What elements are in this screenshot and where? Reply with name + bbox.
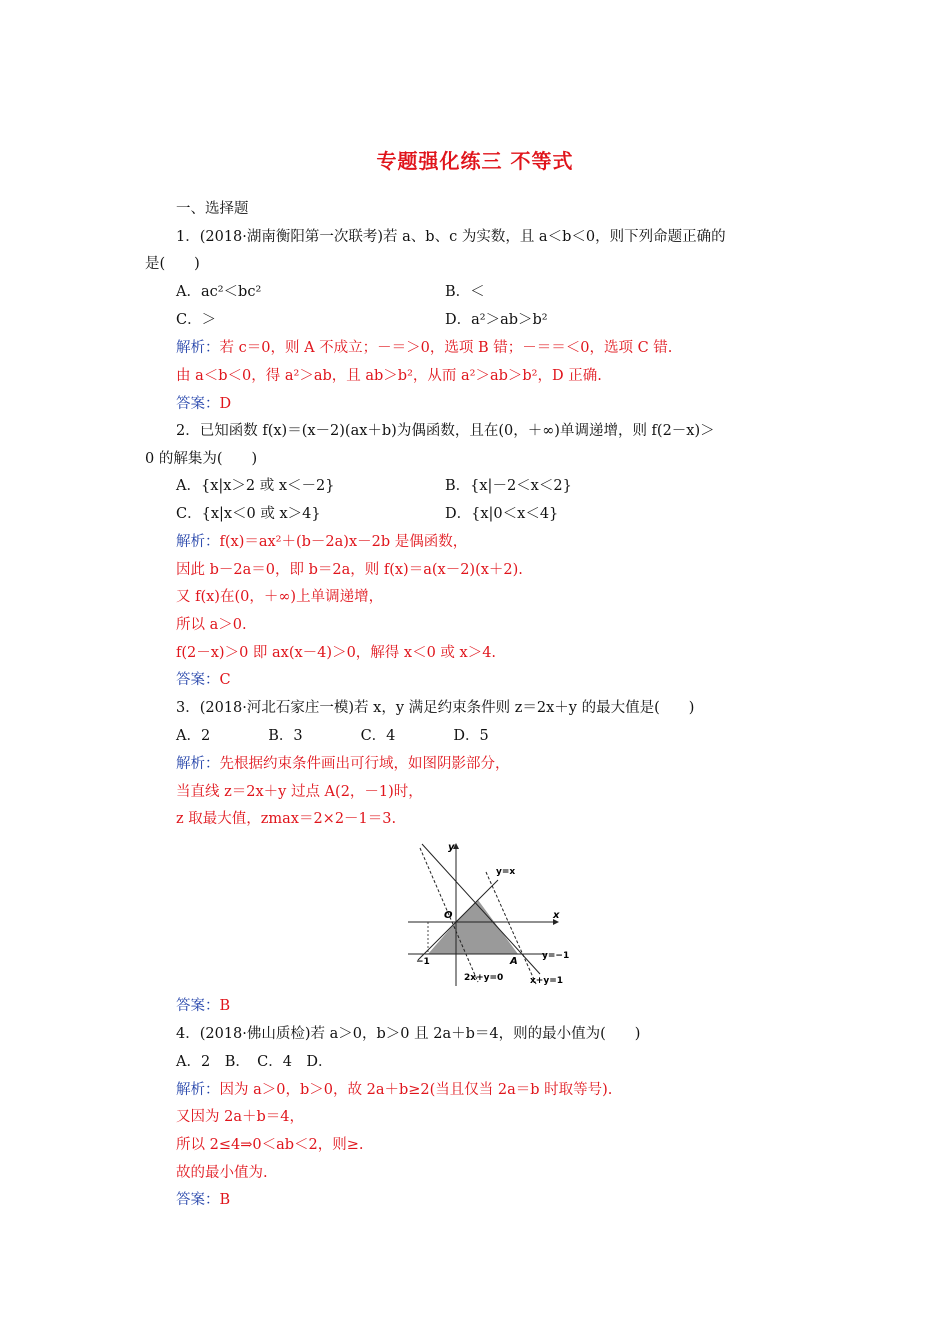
q1-option-a: A．ac²＜bc² (176, 284, 262, 300)
q2-option-b: B．{x|－2＜x＜2} (445, 478, 572, 494)
q3-answer (176, 996, 230, 1016)
origin-label: O (444, 910, 453, 921)
q1-analysis-line1 (176, 338, 672, 358)
q4-analysis-line1 (176, 1080, 612, 1100)
q2-answer-value: C (219, 672, 231, 688)
q1-option-c: C．＞ (176, 312, 217, 328)
q1-stem-line1: 1．(2018·湖南衡阳第一次联考)若 a、b、c 为实数，且 a＜b＜0，则下列命题正确的 (176, 229, 726, 245)
q2-answer (176, 670, 231, 690)
y-axis-label: y (448, 842, 455, 853)
q1-solution-1: 若 c＝0，则 A 不成立；－＝＞0，选项 B 错；－＝＝＜0，选项 C 错. (219, 340, 673, 356)
q1-answer-value: D (219, 396, 232, 412)
q4-answer-value: B (219, 1192, 231, 1208)
q2-solution-1: f(x)＝ax²＋(b－2a)x－2b 是偶函数， (219, 534, 468, 550)
feasible-region-figure (408, 838, 573, 990)
q3-solution-3: z 取最大值，zmax＝2×2－1＝3. (176, 811, 397, 827)
q4-answer (176, 1190, 230, 1210)
q4-solution-3: 所以 2≤4⇒0＜ab＜2，则≥. (176, 1137, 364, 1153)
q2-stem-line2: 0 的解集为( ) (145, 451, 258, 467)
label-point-A: A (510, 956, 518, 967)
q1-solution-2: 由 a＜b＜0，得 a²＞ab，且 ab＞b²，从而 a²＞ab＞b²，D 正确. (176, 368, 602, 384)
label-neg1-tick: −1 (416, 957, 430, 967)
answer-label: 答案： (176, 998, 220, 1014)
q2-stem-line1: 2．已知函数 f(x)＝(x－2)(ax＋b)为偶函数，且在(0，＋∞)单调递增，则 f(2－x)＞ (176, 423, 715, 439)
q4-solution-2: 又因为 2a＋b＝4， (176, 1109, 304, 1125)
answer-label: 答案： (176, 1192, 220, 1208)
q3-solution-2: 当直线 z＝2x＋y 过点 A(2，－1)时， (176, 784, 423, 800)
q4-options: A．2 B． C．4 D． (176, 1054, 333, 1070)
q2-option-c: C．{x|x＜0 或 x＞4} (176, 506, 321, 522)
label-y-eq-neg1: y=−1 (542, 951, 570, 961)
q4-solution-4: 故的最小值为. (176, 1165, 268, 1181)
analysis-label: 解析： (176, 756, 220, 772)
q2-analysis-line1 (176, 532, 467, 552)
answer-label: 答案： (176, 396, 220, 412)
q2-solution-3: 又 f(x)在(0，＋∞)上单调递增， (176, 589, 384, 605)
q2-solution-4: 所以 a＞0. (176, 617, 247, 633)
q1-stem-line2: 是( ) (145, 256, 200, 272)
label-x-plus-y-eq-1: x+y=1 (530, 976, 564, 986)
feasible-region-shading (428, 900, 518, 954)
q2-solution-5: f(2－x)＞0 即 ax(x－4)＞0，解得 x＜0 或 x＞4. (176, 645, 497, 661)
x-axis-label: x (553, 910, 560, 921)
analysis-label: 解析： (176, 534, 220, 550)
label-2x-plus-y-eq-0: 2x+y=0 (464, 973, 504, 983)
q3-stem-line1: 3．(2018·河北石家庄一模)若 x，y 满足约束条件则 z＝2x＋y 的最大值是( ) (176, 700, 695, 716)
q3-analysis-line1 (176, 754, 510, 774)
q4-stem-line1: 4．(2018·佛山质检)若 a＞0，b＞0 且 2a＋b＝4，则的最小值为( ) (176, 1026, 641, 1042)
q1-option-d: D．a²＞ab＞b² (445, 312, 548, 328)
q2-option-d: D．{x|0＜x＜4} (445, 506, 559, 522)
q4-solution-1: 因为 a＞0，b＞0，故 2a＋b≥2(当且仅当 2a＝b 时取等号). (219, 1082, 613, 1098)
analysis-label: 解析： (176, 340, 220, 356)
q3-solution-1: 先根据约束条件画出可行域，如图阴影部分， (219, 756, 510, 772)
q2-solution-2: 因此 b－2a＝0，即 b＝2a，则 f(x)＝a(x－2)(x＋2). (176, 562, 523, 578)
page-title: 专题强化练三 不等式 (376, 149, 574, 173)
q2-option-a: A．{x|x＞2 或 x＜－2} (176, 478, 335, 494)
q3-options: A．2 B．3 C．4 D．5 (176, 728, 489, 744)
analysis-label: 解析： (176, 1082, 220, 1098)
label-y-eq-x: y=x (496, 867, 516, 877)
q1-answer (176, 394, 231, 414)
section-heading: 一、选择题 (176, 201, 249, 217)
q1-option-b: B．＜ (445, 284, 485, 300)
q3-answer-value: B (219, 998, 231, 1014)
answer-label: 答案： (176, 672, 220, 688)
